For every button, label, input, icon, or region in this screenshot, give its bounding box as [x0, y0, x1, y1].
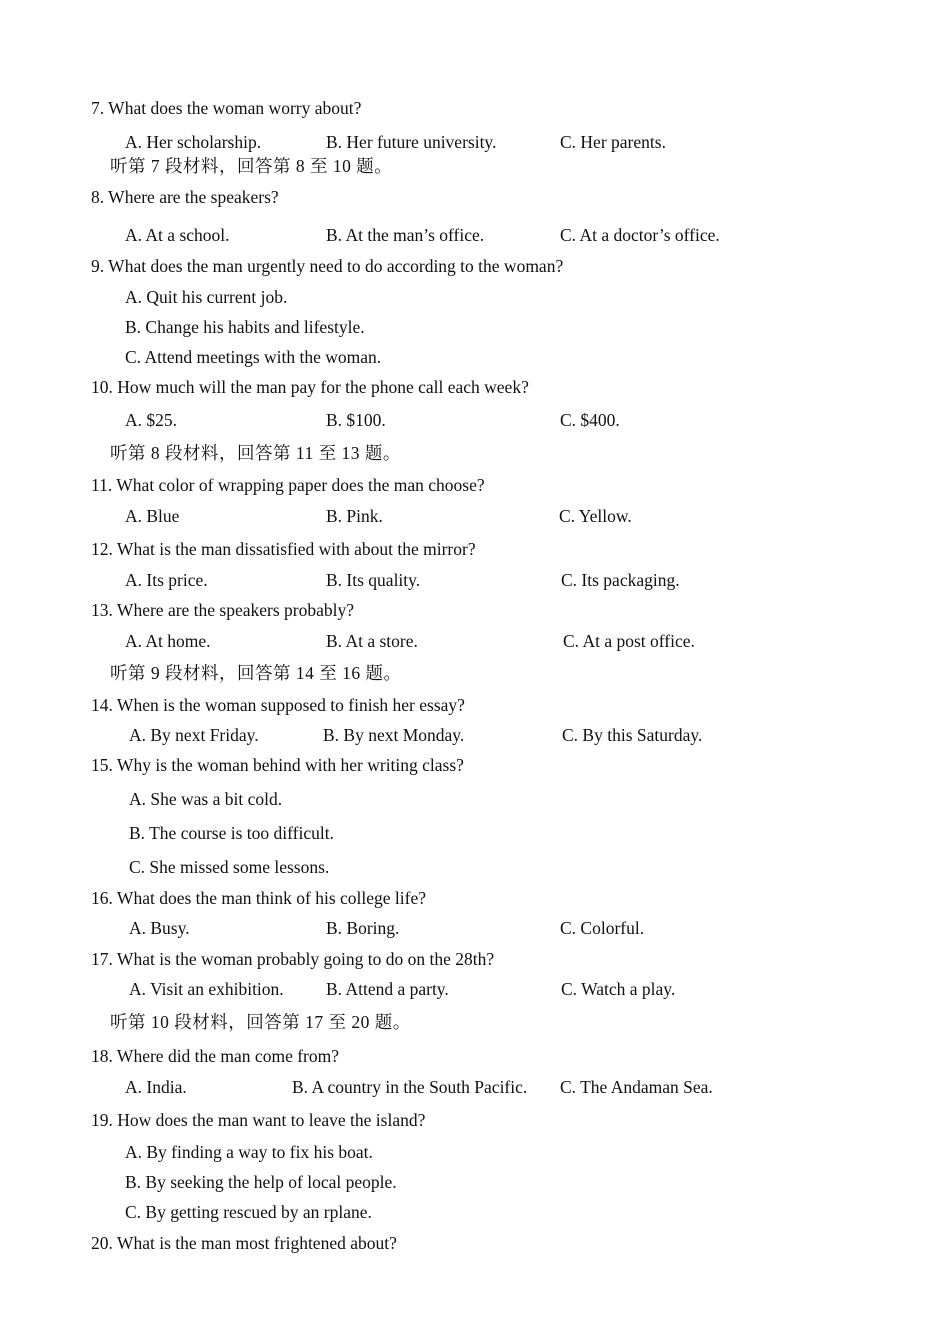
question-19-option-a: A. By finding a way to fix his boat. — [125, 1142, 373, 1162]
question-9: 9. What does the man urgently need to do according to the woman? — [91, 256, 564, 276]
question-17-option-a: A. Visit an exhibition. — [129, 979, 284, 999]
question-10: 10. How much will the man pay for the phone call each week? — [91, 377, 529, 397]
question-13-option-c: C. At a post office. — [563, 631, 695, 651]
question-11-option-b: B. Pink. — [326, 506, 383, 526]
question-13-option-a: A. At home. — [125, 631, 211, 651]
question-9-option-b: B. Change his habits and lifestyle. — [125, 317, 365, 337]
question-8: 8. Where are the speakers? — [91, 187, 279, 207]
question-18-option-a: A. India. — [125, 1077, 187, 1097]
section-8-instruction: 听第 8 段材料，回答第 11 至 13 题。 — [110, 443, 401, 463]
question-19: 19. How does the man want to leave the island? — [91, 1110, 426, 1130]
question-8-option-c: C. At a doctor’s office. — [560, 225, 720, 245]
question-15-option-a: A. She was a bit cold. — [129, 789, 283, 809]
question-14-option-c: C. By this Saturday. — [562, 725, 703, 745]
question-19-option-b: B. By seeking the help of local people. — [125, 1172, 397, 1192]
question-17-option-c: C. Watch a play. — [561, 979, 676, 999]
question-18-option-b: B. A country in the South Pacific. — [292, 1077, 528, 1097]
question-10-option-a: A. $25. — [125, 410, 178, 430]
question-14: 14. When is the woman supposed to finish her essay? — [91, 695, 465, 715]
question-12-option-c: C. Its packaging. — [561, 570, 680, 590]
question-7-option-b: B. Her future university. — [326, 132, 497, 152]
question-10-option-b: B. $100. — [326, 410, 386, 430]
question-14-option-b: B. By next Monday. — [323, 725, 465, 745]
question-15-option-b: B. The course is too difficult. — [129, 823, 334, 843]
section-7-instruction: 听第 7 段材料，回答第 8 至 10 题。 — [110, 156, 393, 176]
question-7-option-a: A. Her scholarship. — [125, 132, 262, 152]
section-9-instruction: 听第 9 段材料，回答第 14 至 16 题。 — [110, 663, 402, 683]
question-17-option-b: B. Attend a party. — [326, 979, 449, 999]
question-15: 15. Why is the woman behind with her writing class? — [91, 755, 464, 775]
question-11-option-a: A. Blue — [125, 506, 180, 526]
question-7: 7. What does the woman worry about? — [91, 98, 362, 118]
question-15-option-c: C. She missed some lessons. — [129, 857, 330, 877]
question-18-option-c: C. The Andaman Sea. — [560, 1077, 713, 1097]
question-13: 13. Where are the speakers probably? — [91, 600, 355, 620]
question-7-option-c: C. Her parents. — [560, 132, 666, 152]
section-10-instruction: 听第 10 段材料，回答第 17 至 20 题。 — [110, 1012, 411, 1032]
question-12-option-a: A. Its price. — [125, 570, 208, 590]
question-19-option-c: C. By getting rescued by an rplane. — [125, 1202, 372, 1222]
question-11-option-c: C. Yellow. — [559, 506, 632, 526]
question-10-option-c: C. $400. — [560, 410, 620, 430]
question-20: 20. What is the man most frightened about? — [91, 1233, 397, 1253]
question-13-option-b: B. At a store. — [326, 631, 418, 651]
question-18: 18. Where did the man come from? — [91, 1046, 339, 1066]
question-14-option-a: A. By next Friday. — [129, 725, 259, 745]
question-11: 11. What color of wrapping paper does the man choose? — [91, 475, 485, 495]
question-8-option-b: B. At the man’s office. — [326, 225, 485, 245]
question-9-option-c: C. Attend meetings with the woman. — [125, 347, 382, 367]
question-16-option-b: B. Boring. — [326, 918, 400, 938]
question-8-option-a: A. At a school. — [125, 225, 230, 245]
question-16-option-a: A. Busy. — [129, 918, 190, 938]
question-12: 12. What is the man dissatisfied with about the mirror? — [91, 539, 476, 559]
question-16-option-c: C. Colorful. — [560, 918, 645, 938]
question-12-option-b: B. Its quality. — [326, 570, 421, 590]
question-17: 17. What is the woman probably going to do on the 28th? — [91, 949, 495, 969]
question-9-option-a: A. Quit his current job. — [125, 287, 288, 307]
question-16: 16. What does the man think of his college life? — [91, 888, 427, 908]
